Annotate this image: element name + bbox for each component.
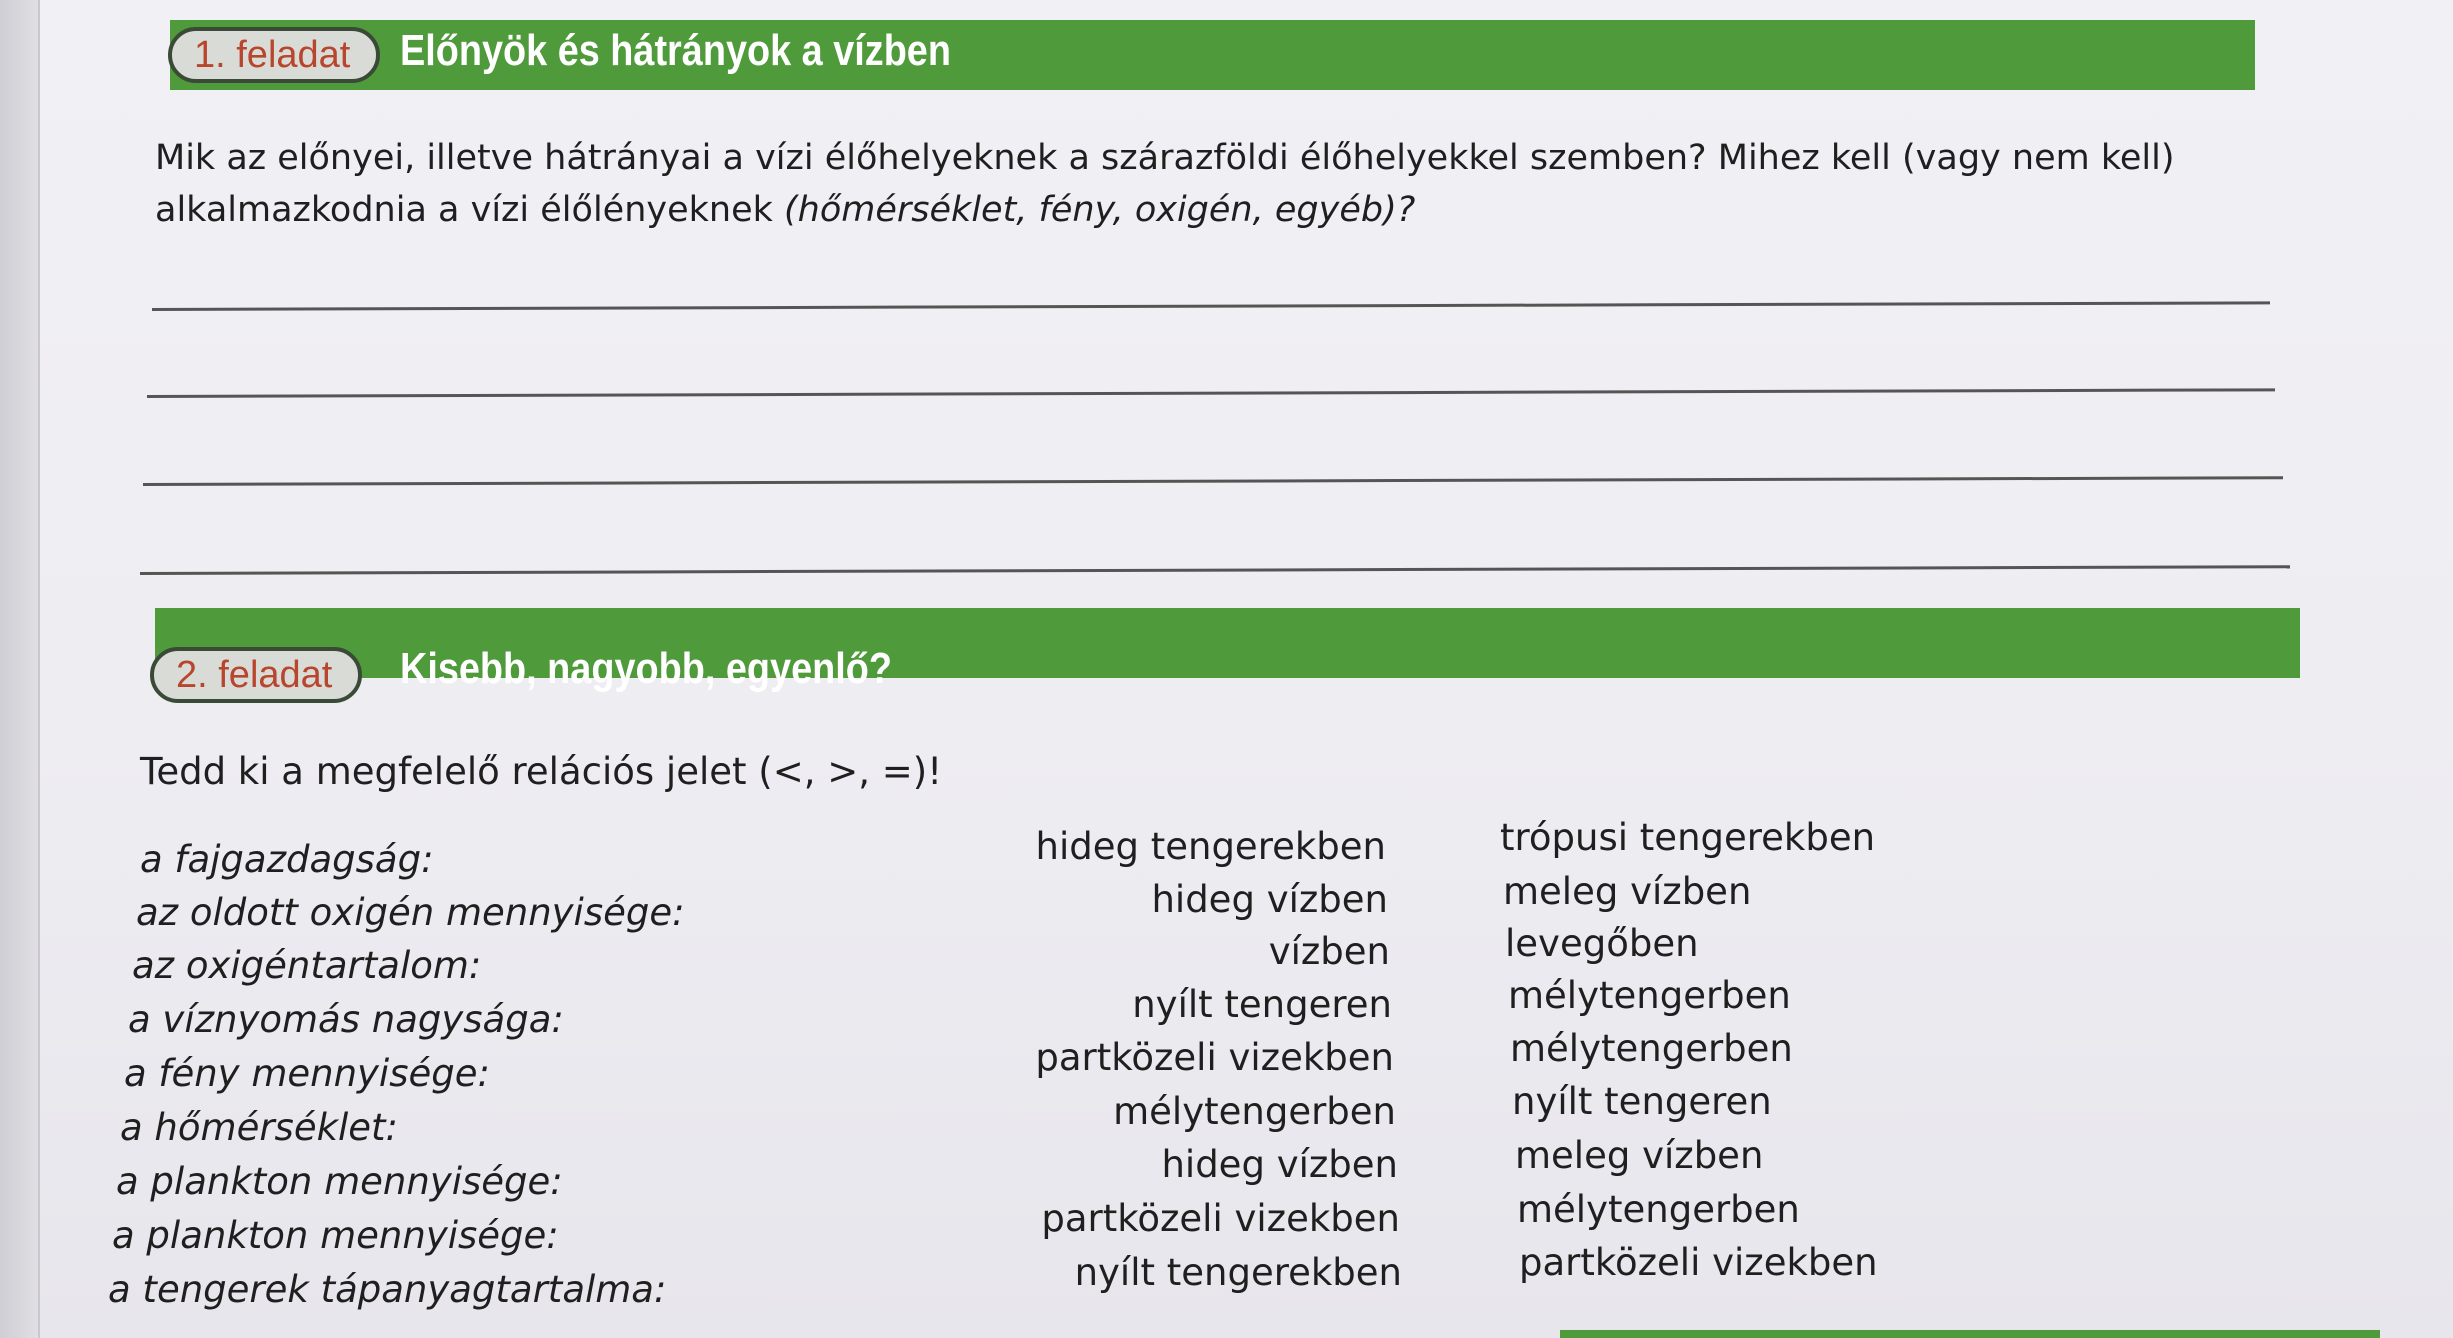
row-label: a fajgazdagság:	[140, 838, 434, 881]
row-left-term: hideg vízben	[1151, 878, 1388, 921]
row-right-term: mélytengerben	[1510, 1027, 1793, 1070]
row-left-term: vízben	[1268, 930, 1390, 973]
row-left-term: mélytengerben	[1113, 1090, 1396, 1133]
next-task-bar	[1560, 1330, 2380, 1338]
task2-title: Kisebb, nagyobb, egyenlő?	[400, 644, 892, 693]
row-left-term: partközeli vizekben	[1035, 1036, 1394, 1079]
task1-question-text: Mik az előnyei, illetve hátrányai a vízi élőhelyeknek a szárazföldi élőhelyekkel szemben? Mihez kell (vagy nem kell) alkalmazkodnia a vízi élőlényeknek	[155, 138, 2175, 230]
task2-instruction: Tedd ki a megfelelő relációs jelet (<, >, =)!	[140, 750, 943, 793]
task1-badge-label: 1. feladat	[194, 33, 351, 76]
row-label: a plankton mennyisége:	[116, 1160, 563, 1203]
row-right-term: meleg vízben	[1503, 870, 1752, 913]
row-left-term: nyílt tengerekben	[1074, 1251, 1402, 1294]
row-right-term: partközeli vizekben	[1519, 1241, 1878, 1284]
row-left-term: hideg vízben	[1161, 1143, 1398, 1186]
row-left-term: partközeli vizekben	[1041, 1197, 1400, 1240]
task1-question	[155, 132, 2275, 236]
task1-title: Előnyök és hátrányok a vízben	[400, 26, 951, 75]
row-label: a hőmérséklet:	[120, 1106, 399, 1149]
row-right-term: meleg vízben	[1515, 1134, 1764, 1177]
task1-question-hint: (hőmérséklet, fény, oxigén, egyéb)?	[784, 190, 1416, 230]
row-right-term: mélytengerben	[1517, 1188, 1800, 1231]
row-label: a fény mennyisége:	[124, 1052, 490, 1095]
task2-badge	[150, 647, 362, 703]
row-label: a plankton mennyisége:	[112, 1214, 559, 1257]
row-right-term: nyílt tengeren	[1512, 1080, 1772, 1123]
book-gutter	[0, 0, 38, 1338]
row-label: a tengerek tápanyagtartalma:	[108, 1268, 667, 1311]
row-left-term: hideg tengerekben	[1035, 825, 1386, 868]
row-label: a víznyomás nagysága:	[128, 998, 564, 1041]
task2-badge-label: 2. feladat	[176, 653, 333, 696]
row-right-term: trópusi tengerekben	[1500, 816, 1876, 859]
row-right-term: levegőben	[1505, 922, 1699, 965]
row-label: az oldott oxigén mennyisége:	[136, 891, 685, 934]
row-label: az oxigéntartalom:	[132, 944, 482, 987]
task1-badge	[168, 27, 380, 83]
row-left-term: nyílt tengeren	[1132, 983, 1392, 1026]
row-right-term: mélytengerben	[1508, 974, 1791, 1017]
